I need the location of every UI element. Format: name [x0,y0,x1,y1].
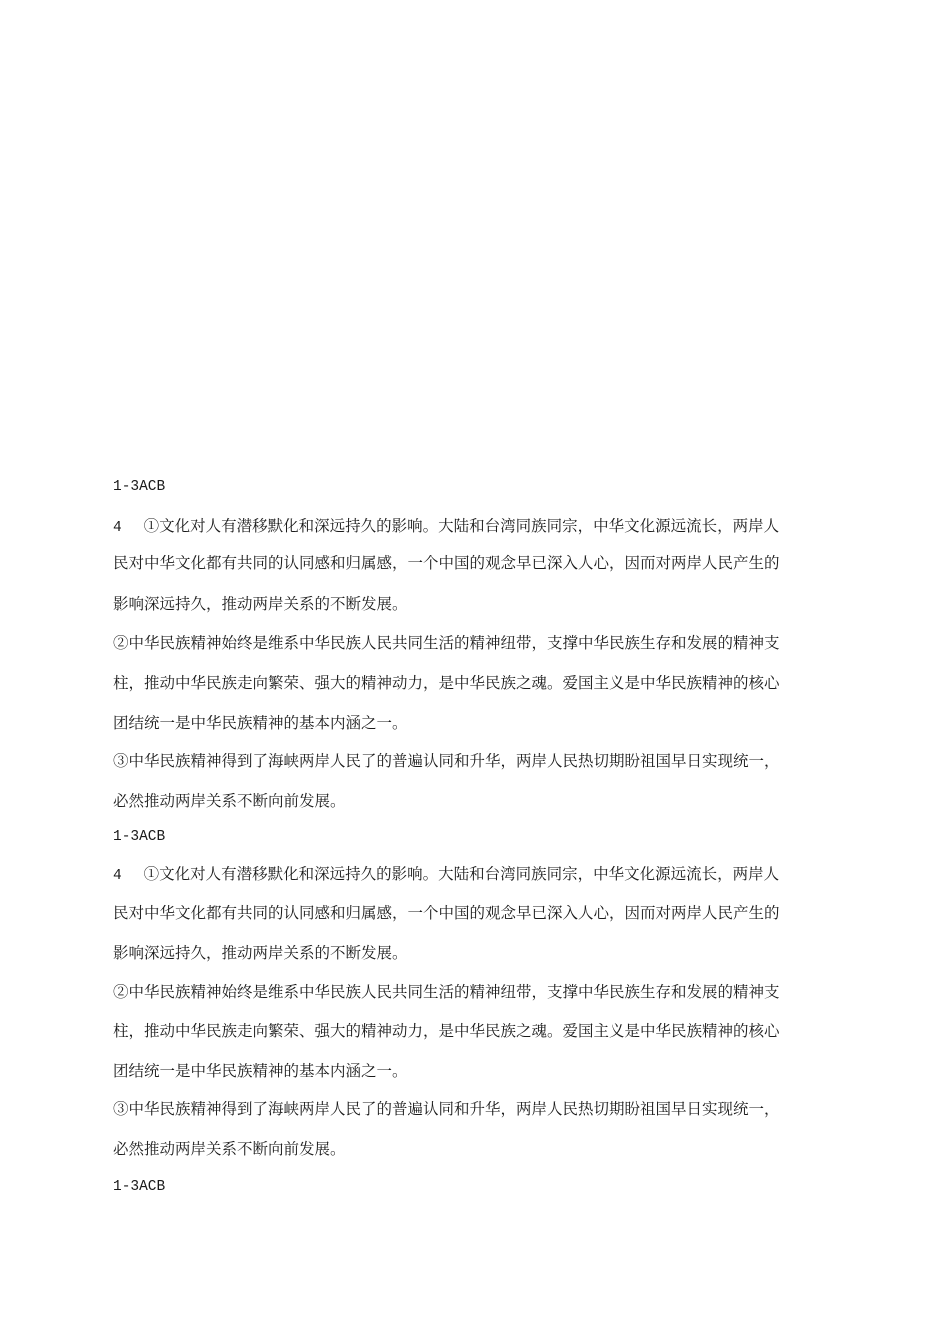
answer-label: 1-3ACB [113,479,166,495]
answer-label: 1-3ACB [113,829,166,845]
paragraph-text: ①文化对人有潜移默化和深远持久的影响。大陆和台湾同族同宗，中华文化源远流长，两岸人 [143,865,780,883]
paragraph-line: ②中华民族精神始终是维系中华民族人民共同生活的精神纽带，支撑中华民族生存和发展的精神支 [113,983,780,1001]
item-number: 4 [113,868,122,884]
paragraph-text: ①文化对人有潜移默化和深远持久的影响。大陆和台湾同族同宗，中华文化源远流长，两岸人 [143,517,780,535]
paragraph-line: 民对中华文化都有共同的认同感和归属感，一个中国的观念早已深入人心，因而对两岸人民产生的 [113,554,780,572]
paragraph-line [113,516,853,538]
paragraph-line [113,864,853,886]
answer-label: 1-3ACB [113,1179,166,1195]
paragraph-line: 团结统一是中华民族精神的基本内涵之一。 [113,714,408,732]
paragraph-line: 民对中华文化都有共同的认同感和归属感，一个中国的观念早已深入人心，因而对两岸人民产生的 [113,904,780,922]
item-number: 4 [113,520,122,536]
paragraph-line: 团结统一是中华民族精神的基本内涵之一。 [113,1062,408,1080]
paragraph-line: 必然推动两岸关系不断向前发展。 [113,1140,346,1158]
paragraph-line: ②中华民族精神始终是维系中华民族人民共同生活的精神纽带，支撑中华民族生存和发展的精神支 [113,634,780,652]
paragraph-line: ③中华民族精神得到了海峡两岸人民了的普遍认同和升华，两岸人民热切期盼祖国早日实现统一， [113,1100,780,1118]
paragraph-line: 必然推动两岸关系不断向前发展。 [113,792,346,810]
paragraph-line: 柱，推动中华民族走向繁荣、强大的精神动力，是中华民族之魂。爱国主义是中华民族精神的核心 [113,1022,780,1040]
paragraph-line: 柱，推动中华民族走向繁荣、强大的精神动力，是中华民族之魂。爱国主义是中华民族精神的核心 [113,674,780,692]
paragraph-line: 影响深远持久，推动两岸关系的不断发展。 [113,595,408,613]
paragraph-line: 影响深远持久，推动两岸关系的不断发展。 [113,944,408,962]
paragraph-line: ③中华民族精神得到了海峡两岸人民了的普遍认同和升华，两岸人民热切期盼祖国早日实现统一， [113,752,780,770]
